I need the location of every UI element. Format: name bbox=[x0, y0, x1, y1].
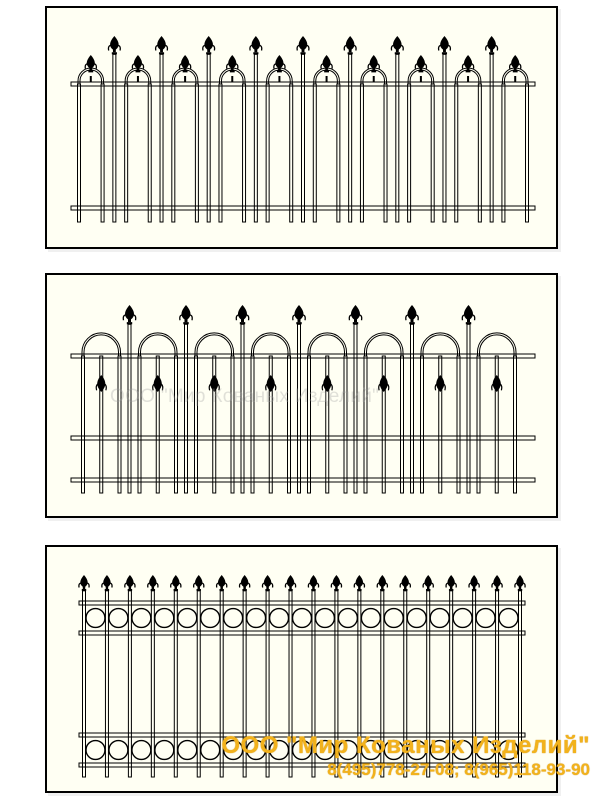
spear-finial bbox=[515, 575, 525, 591]
ring-upper bbox=[430, 609, 449, 628]
fence-arch bbox=[253, 334, 290, 356]
spear-head bbox=[126, 575, 133, 589]
spear-head bbox=[157, 36, 166, 52]
spear-head bbox=[402, 575, 409, 589]
spear-finial bbox=[203, 36, 215, 54]
spear-collar bbox=[183, 70, 188, 72]
fence-picket bbox=[151, 591, 154, 777]
fence-rail bbox=[79, 601, 525, 605]
spear-collar bbox=[136, 70, 141, 72]
spear-collar bbox=[230, 70, 235, 72]
ring-upper bbox=[109, 609, 128, 628]
company-phones: 8(495)778-27-08; 8(965)118-93-90 bbox=[327, 760, 590, 779]
spear-collar bbox=[324, 70, 329, 72]
fence-picket bbox=[195, 356, 198, 493]
spear-finial bbox=[125, 575, 135, 591]
fence-arch bbox=[309, 334, 346, 356]
fence-picket bbox=[502, 84, 505, 222]
fence-picket bbox=[308, 356, 311, 493]
spear-head bbox=[493, 575, 500, 589]
fence-picket bbox=[175, 356, 178, 493]
spear-head bbox=[356, 575, 363, 589]
spear-head bbox=[181, 305, 190, 322]
fence-picket bbox=[298, 324, 301, 493]
spear-head bbox=[516, 575, 523, 589]
spear-head bbox=[238, 305, 247, 322]
spear-head bbox=[252, 36, 261, 52]
spear-finial bbox=[240, 575, 250, 591]
ring-upper bbox=[499, 609, 518, 628]
spear-finial bbox=[486, 36, 498, 54]
fence-picket bbox=[113, 54, 116, 222]
fence-picket bbox=[290, 84, 293, 222]
fence-picket bbox=[160, 54, 163, 222]
spear-head bbox=[204, 36, 213, 52]
spear-head bbox=[264, 575, 271, 589]
ring-upper bbox=[132, 609, 151, 628]
spear-collar bbox=[513, 70, 518, 72]
spear-finial bbox=[349, 305, 361, 324]
fence-picket bbox=[302, 54, 305, 222]
spear-head bbox=[333, 575, 340, 589]
fence-picket bbox=[83, 591, 86, 777]
company-caption bbox=[160, 733, 590, 780]
spear-head bbox=[440, 36, 449, 52]
spear-finial bbox=[79, 575, 89, 591]
fence-picket bbox=[101, 84, 104, 222]
spear-head bbox=[464, 305, 473, 322]
spear-finial bbox=[156, 36, 168, 54]
fence-rail bbox=[79, 631, 525, 635]
fence-picket bbox=[457, 356, 460, 493]
ring-upper bbox=[361, 609, 380, 628]
ring-lower bbox=[132, 741, 151, 760]
spear-head bbox=[407, 305, 416, 322]
fence-picket bbox=[82, 356, 85, 493]
spear-head bbox=[241, 575, 248, 589]
spear-head bbox=[310, 575, 317, 589]
leaf-ornament bbox=[96, 375, 106, 392]
spear-head bbox=[287, 575, 294, 589]
spear-head bbox=[470, 575, 477, 589]
ring-upper bbox=[224, 609, 243, 628]
ring-upper bbox=[86, 609, 105, 628]
spear-finial bbox=[171, 575, 181, 591]
spear-collar bbox=[466, 70, 471, 72]
ring-upper bbox=[315, 609, 334, 628]
fence-picket bbox=[251, 356, 254, 493]
fence-picket bbox=[231, 356, 234, 493]
fence-picket bbox=[254, 54, 257, 222]
spear-finial bbox=[492, 575, 502, 591]
fence-picket bbox=[431, 84, 434, 222]
spear-head bbox=[195, 575, 202, 589]
ring-upper bbox=[178, 609, 197, 628]
ring-upper bbox=[476, 609, 495, 628]
spear-collar bbox=[277, 70, 282, 72]
leaf-ornament bbox=[379, 375, 389, 392]
fence-picket bbox=[396, 54, 399, 222]
fence-picket bbox=[78, 84, 81, 222]
spear-finial bbox=[108, 36, 120, 54]
spear-finial bbox=[344, 36, 356, 54]
spear-head bbox=[351, 305, 360, 322]
spear-head bbox=[346, 36, 355, 52]
ring-upper bbox=[407, 609, 426, 628]
fence-arch bbox=[83, 334, 120, 356]
fence-picket bbox=[337, 84, 340, 222]
spear-head bbox=[379, 575, 386, 589]
fence-picket bbox=[148, 84, 151, 222]
ring-upper bbox=[155, 609, 174, 628]
spear-finial bbox=[148, 575, 158, 591]
fence-picket bbox=[364, 356, 367, 493]
fence-arch bbox=[366, 334, 403, 356]
spear-finial bbox=[285, 575, 295, 591]
leaf-ornament bbox=[435, 375, 445, 392]
fence-picket bbox=[195, 84, 198, 222]
fence-picket bbox=[241, 324, 244, 493]
spear-finial bbox=[123, 305, 135, 324]
spear-finial bbox=[250, 36, 262, 54]
fence-picket bbox=[421, 356, 424, 493]
spear-finial bbox=[439, 36, 451, 54]
spear-finial bbox=[331, 575, 341, 591]
spear-head bbox=[425, 575, 432, 589]
spear-finial bbox=[469, 575, 479, 591]
spear-finial bbox=[400, 575, 410, 591]
spear-finial bbox=[377, 575, 387, 591]
fence-picket bbox=[443, 54, 446, 222]
spear-finial bbox=[102, 575, 112, 591]
spear-finial bbox=[446, 575, 456, 591]
spear-finial bbox=[406, 305, 418, 324]
spear-head bbox=[110, 36, 119, 52]
fence-picket bbox=[455, 84, 458, 222]
fence-picket bbox=[349, 54, 352, 222]
spear-finial bbox=[262, 575, 272, 591]
fence-picket bbox=[408, 84, 411, 222]
spear-collar bbox=[371, 70, 376, 72]
spear-head bbox=[125, 305, 134, 322]
spear-head bbox=[294, 305, 303, 322]
ring-upper bbox=[247, 609, 266, 628]
spear-finial bbox=[217, 575, 227, 591]
fence-picket bbox=[313, 84, 316, 222]
fence-drawing-1 bbox=[47, 8, 556, 247]
fence-picket bbox=[514, 356, 517, 493]
ring-upper bbox=[201, 609, 220, 628]
fence-picket bbox=[105, 591, 108, 777]
fence-picket bbox=[477, 356, 480, 493]
fence-picket bbox=[128, 324, 131, 493]
spear-head bbox=[218, 575, 225, 589]
fence-arch bbox=[140, 334, 177, 356]
spear-finial bbox=[462, 305, 474, 324]
leaf-ornament bbox=[492, 375, 502, 392]
fence-picket bbox=[125, 84, 128, 222]
spear-finial bbox=[297, 36, 309, 54]
fence-picket bbox=[128, 591, 131, 777]
fence-picket bbox=[243, 84, 246, 222]
fence-rail bbox=[71, 206, 535, 210]
spear-finial bbox=[308, 575, 318, 591]
watermark: ООО "Мир Кованых Изделий" bbox=[110, 386, 380, 407]
spear-head bbox=[103, 575, 110, 589]
spear-finial bbox=[423, 575, 433, 591]
spear-head bbox=[393, 36, 402, 52]
ring-upper bbox=[338, 609, 357, 628]
spear-finial bbox=[194, 575, 204, 591]
spear-head bbox=[299, 36, 308, 52]
spear-head bbox=[80, 575, 87, 589]
fence-picket bbox=[288, 356, 291, 493]
fence-picket bbox=[411, 324, 414, 493]
fence-picket bbox=[344, 356, 347, 493]
fence-picket bbox=[138, 356, 141, 493]
fence-design-1 bbox=[45, 6, 558, 249]
fence-picket bbox=[354, 324, 357, 493]
fence-arch bbox=[422, 334, 459, 356]
spear-finial bbox=[391, 36, 403, 54]
spear-finial bbox=[180, 305, 192, 324]
company-name: ООО "Мир Кованых Изделий" bbox=[221, 732, 590, 759]
fence-picket bbox=[266, 84, 269, 222]
fence-picket bbox=[185, 324, 188, 493]
ring-upper bbox=[270, 609, 289, 628]
spear-head bbox=[149, 575, 156, 589]
fence-picket bbox=[384, 84, 387, 222]
fence-arch bbox=[196, 334, 233, 356]
spear-head bbox=[447, 575, 454, 589]
fence-picket bbox=[172, 84, 175, 222]
fence-picket bbox=[219, 84, 222, 222]
fence-picket bbox=[207, 54, 210, 222]
fence-picket bbox=[360, 84, 363, 222]
fence-picket bbox=[478, 84, 481, 222]
spear-collar bbox=[88, 70, 93, 72]
ring-lower bbox=[109, 741, 128, 760]
fence-picket bbox=[118, 356, 121, 493]
spear-head bbox=[487, 36, 496, 52]
fence-picket bbox=[490, 54, 493, 222]
fence-rail bbox=[71, 82, 535, 86]
ring-lower bbox=[86, 741, 105, 760]
fence-arch bbox=[479, 334, 516, 356]
fence-picket bbox=[401, 356, 404, 493]
fence-picket bbox=[467, 324, 470, 493]
ring-upper bbox=[384, 609, 403, 628]
spear-finial bbox=[236, 305, 248, 324]
ring-upper bbox=[453, 609, 472, 628]
spear-finial bbox=[354, 575, 364, 591]
spear-head bbox=[172, 575, 179, 589]
fence-picket bbox=[526, 84, 529, 222]
spear-finial bbox=[293, 305, 305, 324]
ring-upper bbox=[293, 609, 312, 628]
spear-collar bbox=[418, 70, 423, 72]
